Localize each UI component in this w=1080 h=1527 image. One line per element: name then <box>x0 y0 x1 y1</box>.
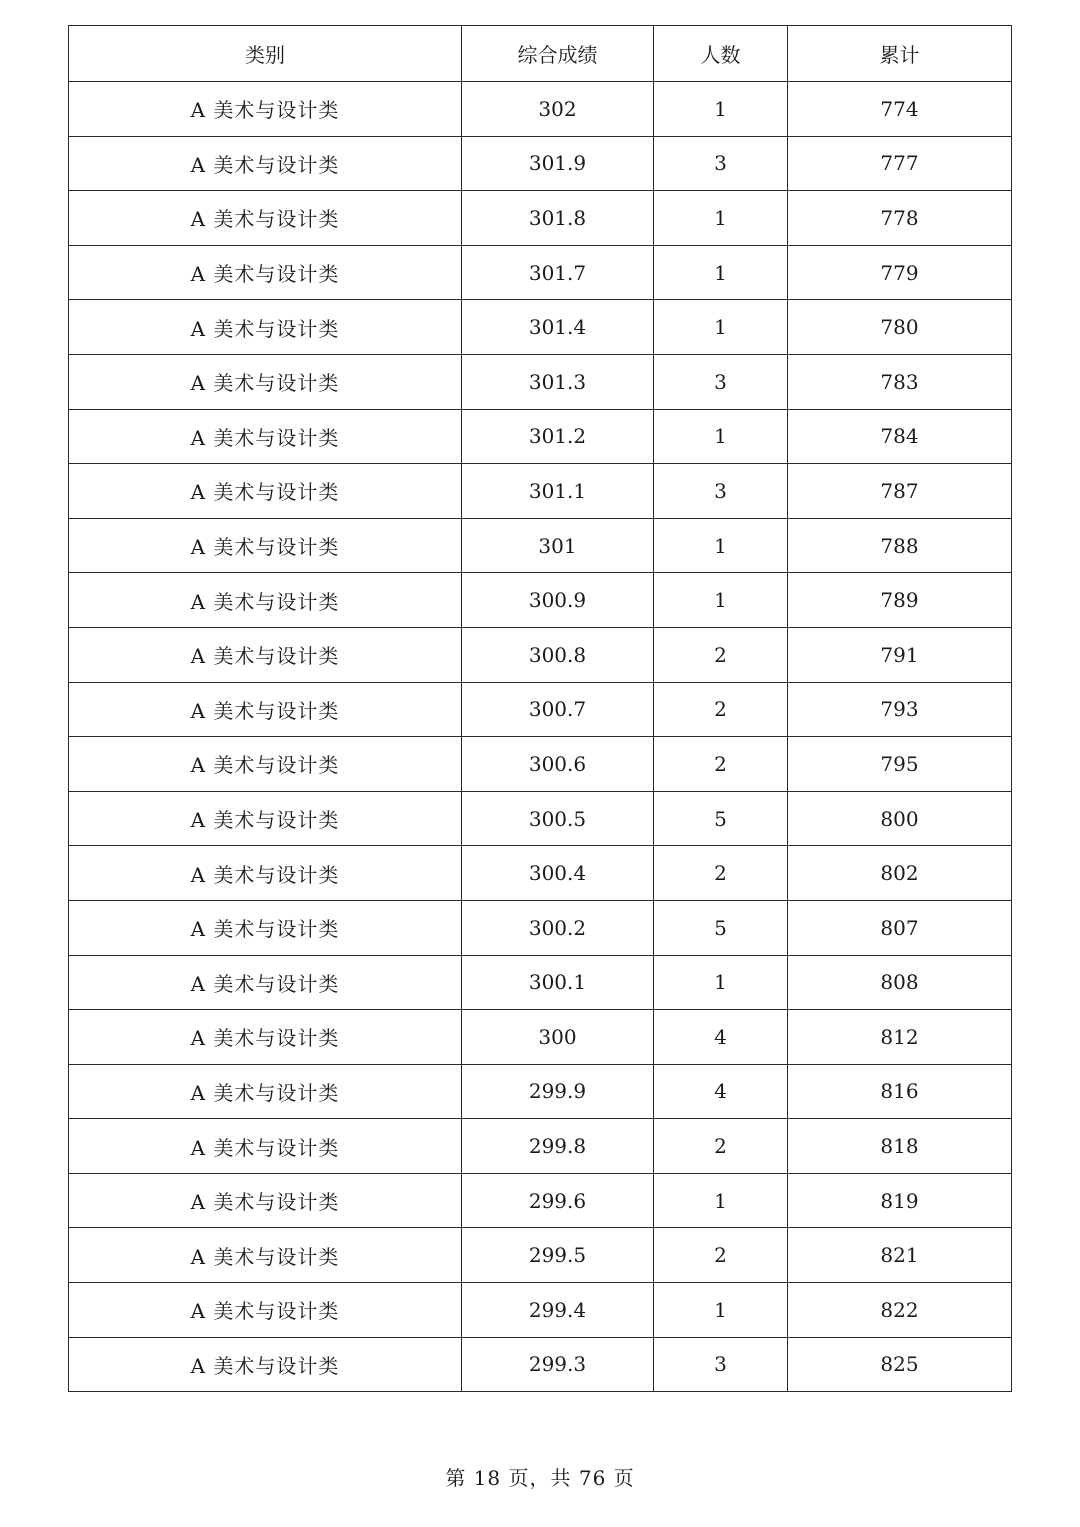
cumulative-cell: 793 <box>788 682 1012 737</box>
score-cell: 301.2 <box>462 409 654 464</box>
table-body <box>69 82 1012 1392</box>
table-row <box>69 955 1012 1010</box>
header-count: 人数 <box>654 26 788 82</box>
table-row <box>69 737 1012 792</box>
cumulative-cell: 780 <box>788 300 1012 355</box>
table-row <box>69 136 1012 191</box>
category-cell: A 美术与设计类 <box>69 464 462 519</box>
count-cell: 3 <box>654 136 788 191</box>
table-row <box>69 1119 1012 1174</box>
table-row <box>69 682 1012 737</box>
count-cell: 1 <box>654 409 788 464</box>
score-cell: 299.6 <box>462 1173 654 1228</box>
score-cell: 300 <box>462 1010 654 1065</box>
category-cell: A 美术与设计类 <box>69 245 462 300</box>
score-cell: 300.5 <box>462 791 654 846</box>
count-cell: 2 <box>654 682 788 737</box>
table-row <box>69 791 1012 846</box>
table-row <box>69 191 1012 246</box>
category-cell: A 美术与设计类 <box>69 300 462 355</box>
table-row <box>69 518 1012 573</box>
count-cell: 2 <box>654 737 788 792</box>
cumulative-cell: 778 <box>788 191 1012 246</box>
cumulative-cell: 783 <box>788 354 1012 409</box>
header-row <box>69 26 1012 82</box>
count-cell: 3 <box>654 464 788 519</box>
count-cell: 3 <box>654 354 788 409</box>
table-row <box>69 1228 1012 1283</box>
cumulative-cell: 784 <box>788 409 1012 464</box>
count-cell: 1 <box>654 245 788 300</box>
table-row <box>69 82 1012 137</box>
cumulative-cell: 825 <box>788 1337 1012 1392</box>
score-cell: 301.4 <box>462 300 654 355</box>
cumulative-cell: 779 <box>788 245 1012 300</box>
score-cell: 301 <box>462 518 654 573</box>
score-cell: 300.8 <box>462 627 654 682</box>
score-cell: 301.8 <box>462 191 654 246</box>
cumulative-cell: 819 <box>788 1173 1012 1228</box>
category-cell: A 美术与设计类 <box>69 82 462 137</box>
table-row <box>69 1337 1012 1392</box>
category-cell: A 美术与设计类 <box>69 627 462 682</box>
table-row <box>69 846 1012 901</box>
score-cell: 302 <box>462 82 654 137</box>
category-cell: A 美术与设计类 <box>69 518 462 573</box>
category-cell: A 美术与设计类 <box>69 1283 462 1338</box>
table-row <box>69 409 1012 464</box>
table-row <box>69 464 1012 519</box>
category-cell: A 美术与设计类 <box>69 1064 462 1119</box>
cumulative-cell: 777 <box>788 136 1012 191</box>
table-row <box>69 245 1012 300</box>
score-cell: 299.8 <box>462 1119 654 1174</box>
score-cell: 300.7 <box>462 682 654 737</box>
score-cell: 301.7 <box>462 245 654 300</box>
count-cell: 3 <box>654 1337 788 1392</box>
table-row <box>69 300 1012 355</box>
count-cell: 2 <box>654 846 788 901</box>
cumulative-cell: 788 <box>788 518 1012 573</box>
category-cell: A 美术与设计类 <box>69 409 462 464</box>
header-category: 类别 <box>69 26 462 82</box>
count-cell: 5 <box>654 791 788 846</box>
table-row <box>69 900 1012 955</box>
score-cell: 299.9 <box>462 1064 654 1119</box>
count-cell: 2 <box>654 1228 788 1283</box>
cumulative-cell: 808 <box>788 955 1012 1010</box>
count-cell: 1 <box>654 518 788 573</box>
table-row <box>69 1173 1012 1228</box>
category-cell: A 美术与设计类 <box>69 1337 462 1392</box>
count-cell: 1 <box>654 573 788 628</box>
score-cell: 300.4 <box>462 846 654 901</box>
cumulative-cell: 807 <box>788 900 1012 955</box>
cumulative-cell: 789 <box>788 573 1012 628</box>
category-cell: A 美术与设计类 <box>69 191 462 246</box>
score-cell: 301.3 <box>462 354 654 409</box>
score-cell: 299.4 <box>462 1283 654 1338</box>
header-cumulative: 累计 <box>788 26 1012 82</box>
cumulative-cell: 818 <box>788 1119 1012 1174</box>
count-cell: 4 <box>654 1010 788 1065</box>
category-cell: A 美术与设计类 <box>69 1228 462 1283</box>
table-row <box>69 573 1012 628</box>
page-number: 第 18 页，共 76 页 <box>445 1466 635 1490</box>
score-table <box>68 25 1012 1392</box>
score-cell: 301.9 <box>462 136 654 191</box>
category-cell: A 美术与设计类 <box>69 737 462 792</box>
score-cell: 300.6 <box>462 737 654 792</box>
score-cell: 301.1 <box>462 464 654 519</box>
header-score: 综合成绩 <box>462 26 654 82</box>
category-cell: A 美术与设计类 <box>69 846 462 901</box>
count-cell: 1 <box>654 191 788 246</box>
category-cell: A 美术与设计类 <box>69 900 462 955</box>
cumulative-cell: 816 <box>788 1064 1012 1119</box>
category-cell: A 美术与设计类 <box>69 136 462 191</box>
score-cell: 300.9 <box>462 573 654 628</box>
category-cell: A 美术与设计类 <box>69 573 462 628</box>
category-cell: A 美术与设计类 <box>69 1173 462 1228</box>
count-cell: 1 <box>654 82 788 137</box>
category-cell: A 美术与设计类 <box>69 354 462 409</box>
count-cell: 4 <box>654 1064 788 1119</box>
category-cell: A 美术与设计类 <box>69 791 462 846</box>
table-row <box>69 627 1012 682</box>
cumulative-cell: 795 <box>788 737 1012 792</box>
category-cell: A 美术与设计类 <box>69 1010 462 1065</box>
table-header <box>69 26 1012 82</box>
cumulative-cell: 774 <box>788 82 1012 137</box>
category-cell: A 美术与设计类 <box>69 955 462 1010</box>
count-cell: 1 <box>654 300 788 355</box>
count-cell: 2 <box>654 1119 788 1174</box>
cumulative-cell: 821 <box>788 1228 1012 1283</box>
count-cell: 1 <box>654 1283 788 1338</box>
score-cell: 300.1 <box>462 955 654 1010</box>
cumulative-cell: 802 <box>788 846 1012 901</box>
count-cell: 5 <box>654 900 788 955</box>
table-row <box>69 1064 1012 1119</box>
score-cell: 299.5 <box>462 1228 654 1283</box>
count-cell: 2 <box>654 627 788 682</box>
table-row <box>69 1010 1012 1065</box>
cumulative-cell: 822 <box>788 1283 1012 1338</box>
cumulative-cell: 791 <box>788 627 1012 682</box>
cumulative-cell: 787 <box>788 464 1012 519</box>
cumulative-cell: 800 <box>788 791 1012 846</box>
category-cell: A 美术与设计类 <box>69 682 462 737</box>
category-cell: A 美术与设计类 <box>69 1119 462 1174</box>
cumulative-cell: 812 <box>788 1010 1012 1065</box>
count-cell: 1 <box>654 955 788 1010</box>
table-row <box>69 1283 1012 1338</box>
score-cell: 299.3 <box>462 1337 654 1392</box>
score-cell: 300.2 <box>462 900 654 955</box>
count-cell: 1 <box>654 1173 788 1228</box>
table-row <box>69 354 1012 409</box>
